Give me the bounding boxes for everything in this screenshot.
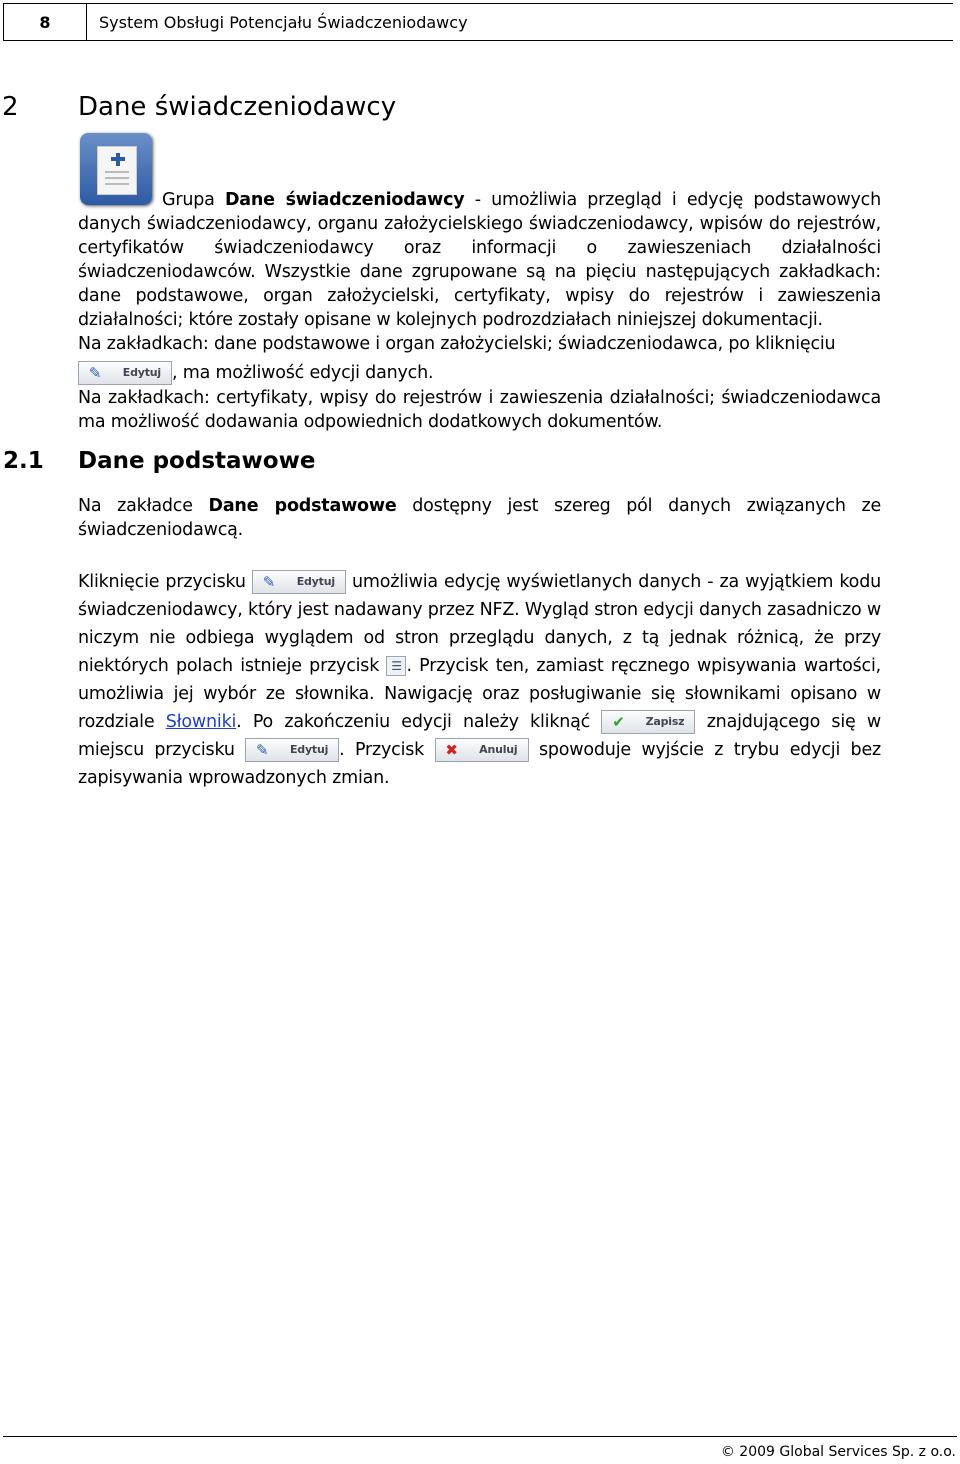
- edit-text-b: , ma możliwość edycji danych.: [172, 363, 434, 383]
- subsection-title: Dane podstawowe: [78, 448, 316, 474]
- dictionary-button[interactable]: [386, 656, 406, 676]
- pencil-icon: ✎: [88, 364, 102, 382]
- section-title: Dane świadczeniodawcy: [78, 92, 397, 122]
- edit-button-label: Edytuj: [289, 743, 329, 756]
- edit-text-a: Na zakładkach: dane podstawowe i organ założycielski; świadczeniodawca, po kliknięciu: [78, 334, 836, 354]
- close-icon: ✖: [445, 741, 458, 759]
- section-number: 2: [2, 92, 19, 122]
- sub-edit-text-c: . Przycisk ten, zamiast ręcznego wpisywania wartości, umożliwia jej wybór ze słownika. Nawigację oraz posługiwanie się słownikami opisano w rozdziale: [78, 656, 881, 732]
- edit-button-3[interactable]: [245, 738, 339, 762]
- pencil-icon: ✎: [255, 741, 269, 759]
- sub-edit-text-b: umożliwia edycję wyświetlanych danych - za wyjątkiem kodu świadczeniodawcy, który jest nadawany przez NFZ. Wygląd stron edycji danych zasadniczo w niczym nie odbiega wyglądem od stron przeglądu danych, z tą jednak różnicą, że przy niektórych polach istnieje przycisk: [78, 572, 881, 676]
- edit-button-label: Edytuj: [122, 366, 161, 379]
- sub-edit-text-d: . Po zakończeniu edycji należy kliknąć: [236, 712, 602, 732]
- cancel-button[interactable]: [435, 738, 529, 762]
- section-intro-paragraph: [78, 188, 881, 332]
- sub-edit-text-e: znajdującego się w miejscu przycisku: [78, 712, 881, 760]
- sub-intro-text-a: Na zakładce: [78, 496, 209, 516]
- edit-button-label: Edytuj: [296, 575, 335, 588]
- save-button[interactable]: [601, 710, 695, 734]
- sub-intro-text-b: dostępny jest szereg pól danych związanych ze świadczeniodawcą.: [78, 496, 882, 540]
- sub-intro-text-bold: Dane podstawowe: [208, 496, 397, 516]
- subsection-intro-paragraph: [78, 494, 881, 542]
- sub-edit-text-f: . Przycisk: [339, 740, 435, 760]
- footer-divider: [3, 1436, 957, 1437]
- sub-edit-text-g: spowoduje wyjście z trybu edycji bez zapisywania wprowadzonych zmian.: [78, 740, 882, 788]
- edit-button-2[interactable]: [252, 570, 346, 594]
- save-button-label: Zapisz: [645, 715, 685, 728]
- section-edit-paragraph: [78, 330, 881, 388]
- page-number: 8: [3, 3, 87, 41]
- intro-text-bold: Dane świadczeniodawcy: [224, 190, 465, 210]
- list-icon: ☰: [391, 659, 402, 673]
- page-header: [3, 3, 953, 41]
- pencil-icon: ✎: [262, 573, 276, 591]
- document-title: System Obsługi Potencjału Świadczeniodawcy: [87, 3, 953, 41]
- footer-copyright: © 2009 Global Services Sp. z o.o.: [720, 1444, 956, 1460]
- intro-text-a: Grupa: [162, 190, 225, 210]
- dictionaries-link[interactable]: Słowniki: [165, 712, 237, 732]
- cancel-button-label: Anuluj: [479, 743, 518, 756]
- check-icon: ✔: [612, 713, 625, 731]
- subsection-number: 2.1: [3, 448, 44, 474]
- section-documents-paragraph: Na zakładkach: certyfikaty, wpisy do rejestrów i zawieszenia działalności; świadczeniodawca ma możliwość dodawania odpowiednich dodatkowych dokumentów.: [78, 388, 881, 432]
- intro-text-b: - umożliwia przegląd i edycję podstawowych danych świadczeniodawcy, organu założycielskiego świadczeniodawcy, wpisów do rejestrów, certyfikatów świadczeniodawcy oraz informacji o zawieszeniach działalności świadczeniodawców. Wszystkie dane zgrupowane są na pięciu następujących zakładkach: dane podstawowe, organ założycielski, certyfikaty, wpisy do rejestrów i zawieszenia działalności; które zostały opisane w kolejnych podrozdziałach niniejszej dokumentacji.: [78, 190, 881, 330]
- subsection-edit-paragraph: [78, 568, 881, 792]
- edit-button[interactable]: [78, 361, 172, 385]
- sub-edit-text-a: Kliknięcie przycisku: [78, 572, 252, 592]
